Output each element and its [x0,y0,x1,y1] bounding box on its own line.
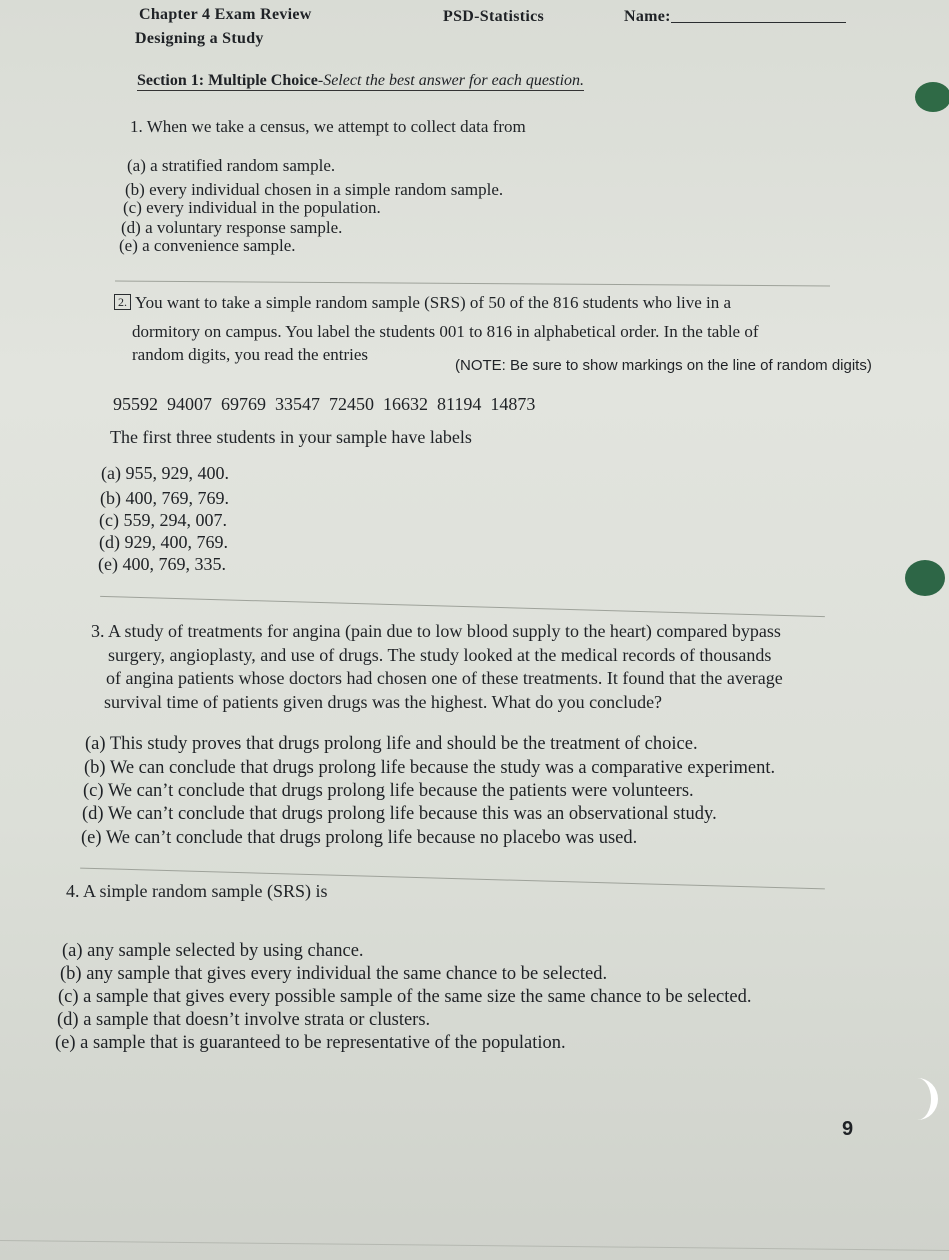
question-1 [130,117,526,137]
q4-stem: A simple random sample (SRS) is [83,881,328,901]
divider-2 [100,596,825,617]
q1-stem: When we take a census, we attempt to collect data from [146,117,526,136]
q3-stem-line-1: A study of treatments for angina (pain due to low blood supply to the heart) compared bypass [108,621,781,641]
q1-option-e[interactable]: (e) a convenience sample. [119,236,296,255]
q3-stem-line-2: surgery, angioplasty, and use of drugs. The study looked at the medical records of thousands [108,645,772,665]
header-chapter: Chapter 4 Exam Review [139,6,312,23]
q1-number: 1. [130,117,143,136]
q4-option-e[interactable]: (e) a sample that is guaranteed to be representative of the population. [55,1033,566,1053]
name-field[interactable] [624,8,846,26]
q1-option-b[interactable]: (b) every individual chosen in a simple random sample. [125,180,504,199]
q2-option-a[interactable]: (a) 955, 929, 400. [101,463,229,483]
name-label: Name: [624,8,671,25]
header-course: PSD-Statistics [443,8,545,25]
header-subtitle: Designing a Study [135,30,264,47]
q3-option-a[interactable]: (a) This study proves that drugs prolong life and should be the treatment of choice. [85,734,698,754]
q2-prompt: The first three students in your sample have labels [110,427,472,447]
question-2-line-3 [132,345,368,365]
question-4 [66,881,328,902]
binder-hole-middle [905,560,945,596]
q4-number: 4. [66,881,80,901]
q1-option-a[interactable]: (a) a stratified random sample. [127,156,336,175]
page-number: 9 [842,1118,854,1140]
q1-option-d[interactable]: (d) a voluntary response sample. [121,218,343,237]
q2-option-b[interactable]: (b) 400, 769, 769. [100,488,229,508]
q3-option-e[interactable]: (e) We can’t conclude that drugs prolong life because no placebo was used. [81,828,638,848]
section-title: Section 1: Multiple Choice [137,72,318,89]
q2-random-digits: 95592 94007 69769 33547 72450 16632 81194 14873 [113,394,536,414]
q3-stem-line-4: survival time of patients given drugs was the highest. What do you conclude? [104,692,663,712]
q2-stem-line-1: You want to take a simple random sample (SRS) of 50 of the 816 students who live in a [135,293,732,312]
section-instruction: -Select the best answer for each question. [317,72,585,89]
q3-option-c[interactable]: (c) We can’t conclude that drugs prolong life because the patients were volunteers. [83,781,694,801]
q1-option-c[interactable]: (c) every individual in the population. [123,198,381,217]
q2-option-e[interactable]: (e) 400, 769, 335. [98,554,226,574]
q2-stem-line-3: random digits, you read the entries [132,345,369,364]
question-2-line-1 [114,293,731,313]
q2-stem-line-2: dormitory on campus. You label the students 001 to 816 in alphabetical order. In the table of [132,322,759,341]
divider-1 [115,281,830,287]
q3-option-d[interactable]: (d) We can’t conclude that drugs prolong life because this was an observational study. [82,804,717,824]
section-heading [137,72,584,91]
q4-option-c[interactable]: (c) a sample that gives every possible sample of the same size the same chance to be selected. [58,987,752,1007]
q4-option-a[interactable]: (a) any sample selected by using chance. [62,941,364,961]
binder-hole-bottom [897,1078,938,1120]
q3-number: 3. [91,621,105,641]
q4-option-d[interactable]: (d) a sample that doesn’t involve strata or clusters. [57,1010,431,1030]
bottom-edge [0,1240,949,1251]
q2-note: (NOTE: Be sure to show markings on the line of random digits) [455,357,872,374]
q2-number: 2. [114,294,131,310]
q3-stem-line-3: of angina patients whose doctors had chosen one of these treatments. It found that the average [106,668,783,688]
name-blank[interactable] [671,8,846,23]
q4-option-b[interactable]: (b) any sample that gives every individual the same chance to be selected. [60,964,608,984]
binder-hole-top [915,82,949,112]
q2-option-c[interactable]: (c) 559, 294, 007. [99,510,227,530]
q2-option-d[interactable]: (d) 929, 400, 769. [99,532,228,552]
q3-option-b[interactable]: (b) We can conclude that drugs prolong life because the study was a comparative experiment. [84,758,776,778]
question-3-line-1 [91,621,781,642]
